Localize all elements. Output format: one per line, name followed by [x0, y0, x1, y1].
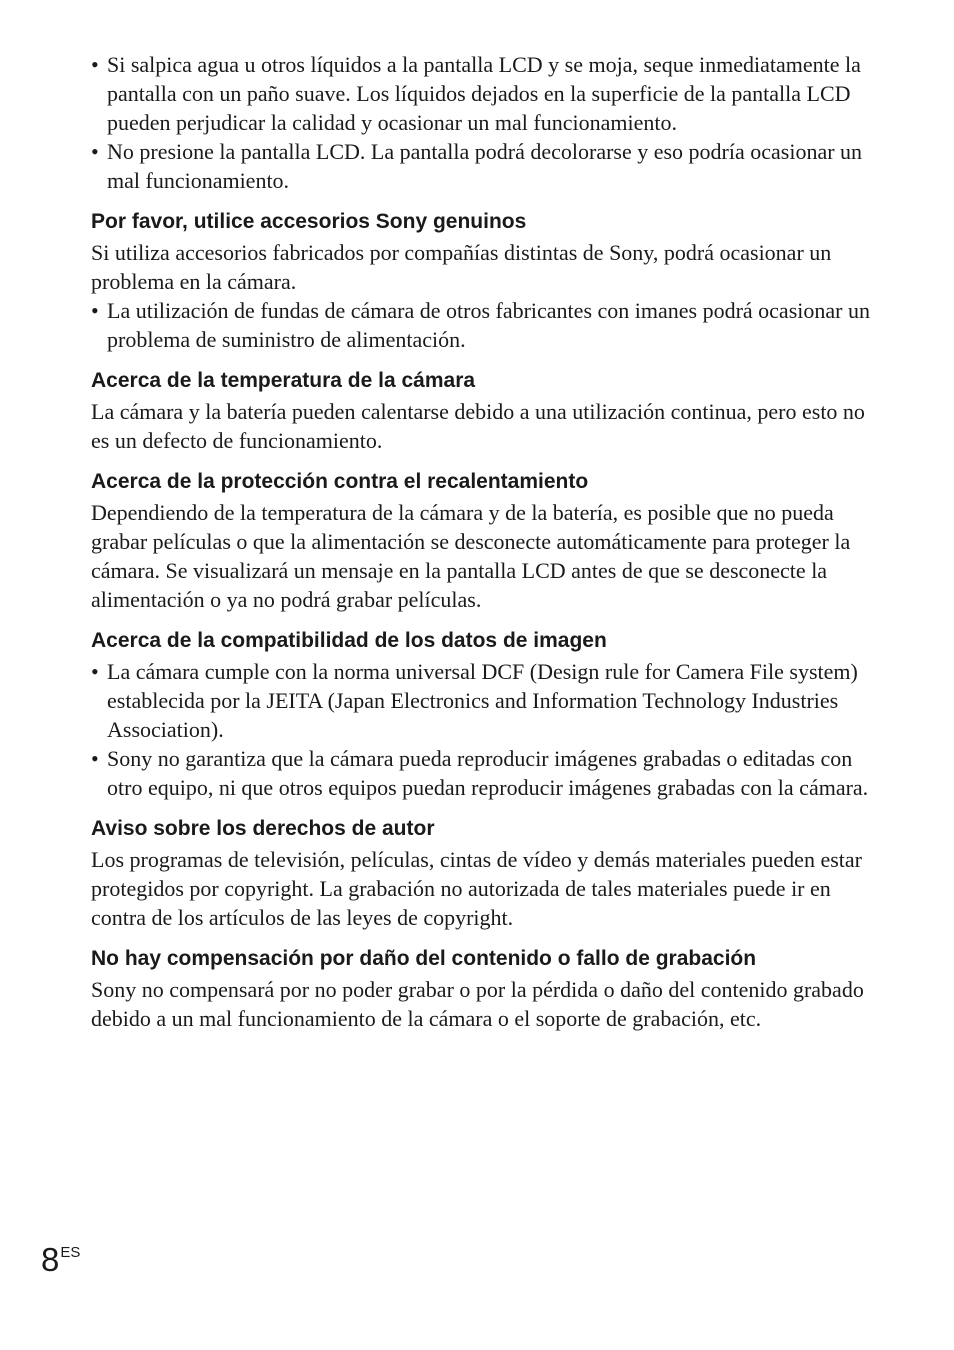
- bullet-item: • La cámara cumple con la norma universal DCF (Design rule for Camera File system) establecida por la JEITA (Japan Electronics and Information Technology Industries Association).: [91, 657, 881, 744]
- section-paragraph: Sony no compensará por no poder grabar o por la pérdida o daño del contenido grabado debido a un mal funcionamiento de la cámara o el soporte de grabación, etc.: [91, 977, 864, 1031]
- intro-bullets: [91, 50, 881, 195]
- section-copyright-notice: [91, 816, 881, 932]
- section-paragraph: Los programas de televisión, películas, cintas de vídeo y demás materiales pueden estar protegidos por copyright. La grabación no autorizada de tales materiales puede ir en contra de los artículos de las leyes de copyright.: [91, 847, 862, 930]
- section-no-compensation: [91, 946, 881, 1033]
- section-heading: Aviso sobre los derechos de autor: [91, 817, 435, 840]
- bullet-item: • Si salpica agua u otros líquidos a la pantalla LCD y se moja, seque inmediatamente la pantalla con un paño suave. Los líquidos dejados en la superficie de la pantalla LCD pueden perjudicar la calidad y ocasionar un mal funcionamiento.: [91, 50, 881, 137]
- section-genuine-accessories: [91, 209, 881, 354]
- bullet-item: • Sony no garantiza que la cámara pueda reproducir imágenes grabadas o editadas con otro equipo, ni que otros equipos puedan reproducir imágenes grabadas con la cámara.: [91, 744, 881, 802]
- language-code: ES: [60, 1244, 81, 1261]
- section-heading: No hay compensación por daño del contenido o fallo de grabación: [91, 947, 757, 970]
- section-image-compatibility: [91, 628, 881, 802]
- bullet-item: • La utilización de fundas de cámara de otros fabricantes con imanes podrá ocasionar un problema de suministro de alimentación.: [91, 296, 881, 354]
- page-number-value: 8: [41, 1241, 60, 1278]
- bullet-item: • No presione la pantalla LCD. La pantalla podrá decolorarse y eso podría ocasionar un mal funcionamiento.: [91, 137, 881, 195]
- section-heading: Acerca de la temperatura de la cámara: [91, 369, 476, 392]
- section-heading: Acerca de la compatibilidad de los datos de imagen: [91, 629, 607, 652]
- page-number: [41, 1240, 80, 1280]
- manual-page: [91, 50, 881, 1033]
- section-camera-temperature: [91, 368, 881, 455]
- section-heading: Por favor, utilice accesorios Sony genuinos: [91, 210, 527, 233]
- section-paragraph: Si utiliza accesorios fabricados por compañías distintas de Sony, podrá ocasionar un problema en la cámara.: [91, 240, 832, 294]
- section-overheat-protection: [91, 469, 881, 614]
- section-paragraph: La cámara y la batería pueden calentarse debido a una utilización continua, pero esto no es un defecto de funcionamiento.: [91, 399, 865, 453]
- section-heading: Acerca de la protección contra el recalentamiento: [91, 470, 589, 493]
- section-paragraph: Dependiendo de la temperatura de la cámara y de la batería, es posible que no pueda grabar películas o que la alimentación se desconecte automáticamente para proteger la cámara. Se visualizará un mensaje en la pantalla LCD antes de que se desconecte la alimentación o ya no podrá grabar películas.: [91, 500, 851, 612]
